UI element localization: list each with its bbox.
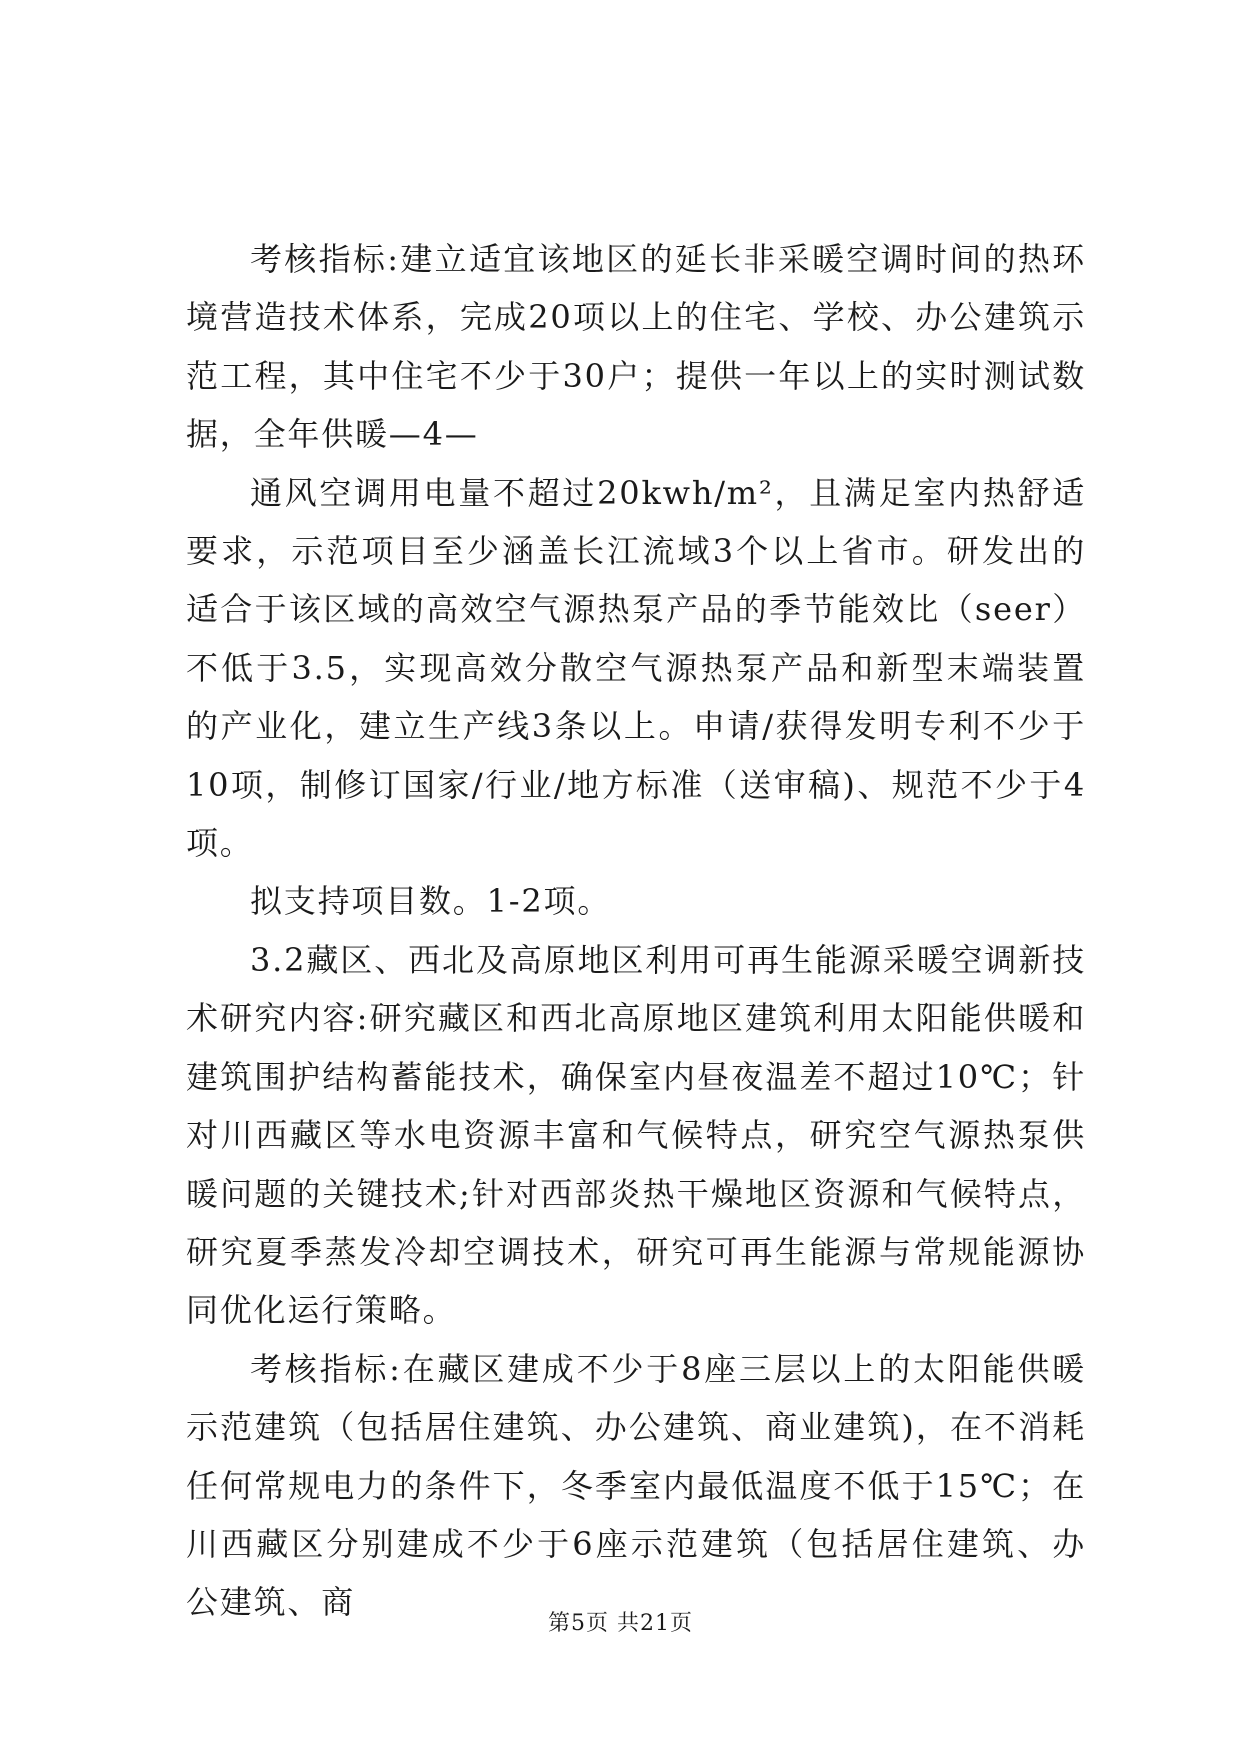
- paragraph-assessment-indicators-2: 考核指标:在藏区建成不少于8座三层以上的太阳能供暖示范建筑（包括居住建筑、办公建筑、商业建筑)，在不消耗任何常规电力的条件下，冬季室内最低温度不低于15℃；在川西藏区分别建成不少于6座示范建筑（包括居住建筑、办公建筑、商: [186, 1349, 1086, 1622]
- paragraph-ventilation-requirements: 通风空调用电量不超过20kwh/m²，且满足室内热舒适要求，示范项目至少涵盖长江流域3个以上省市。研发出的适合于该区域的高效空气源热泵产品的季节能效比（seer）不低于3.5，实现高效分散空气源热泵产品和新型末端装置的产业化，建立生产线3条以上。申请/获得发明专利不少于10项，制修订国家/行业/地方标准（送审稿)、规范不少于4项。: [186, 473, 1086, 863]
- document-body: [186, 230, 1086, 1632]
- paragraph-assessment-indicators-1: 考核指标:建立适宜该地区的延长非采暖空调时间的热环境营造技术体系，完成20项以上的住宅、学校、办公建筑示范工程，其中住宅不少于30户；提供一年以上的实时测试数据，全年供暖—4—: [186, 240, 1086, 454]
- paragraph-section-3-2: 3.2藏区、西北及高原地区利用可再生能源采暖空调新技术研究内容:研究藏区和西北高原地区建筑利用太阳能供暖和建筑围护结构蓄能技术，确保室内昼夜温差不超过10℃；针对川西藏区等水电资源丰富和气候特点，研究空气源热泵供暖问题的关键技术;针对西部炎热干燥地区资源和气候特点，研究夏季蒸发冷却空调技术，研究可再生能源与常规能源协同优化运行策略。: [186, 940, 1086, 1330]
- page-footer: 第5页 共21页: [548, 1611, 693, 1636]
- paragraph-supported-projects: 拟支持项目数。1-2项。: [250, 882, 612, 921]
